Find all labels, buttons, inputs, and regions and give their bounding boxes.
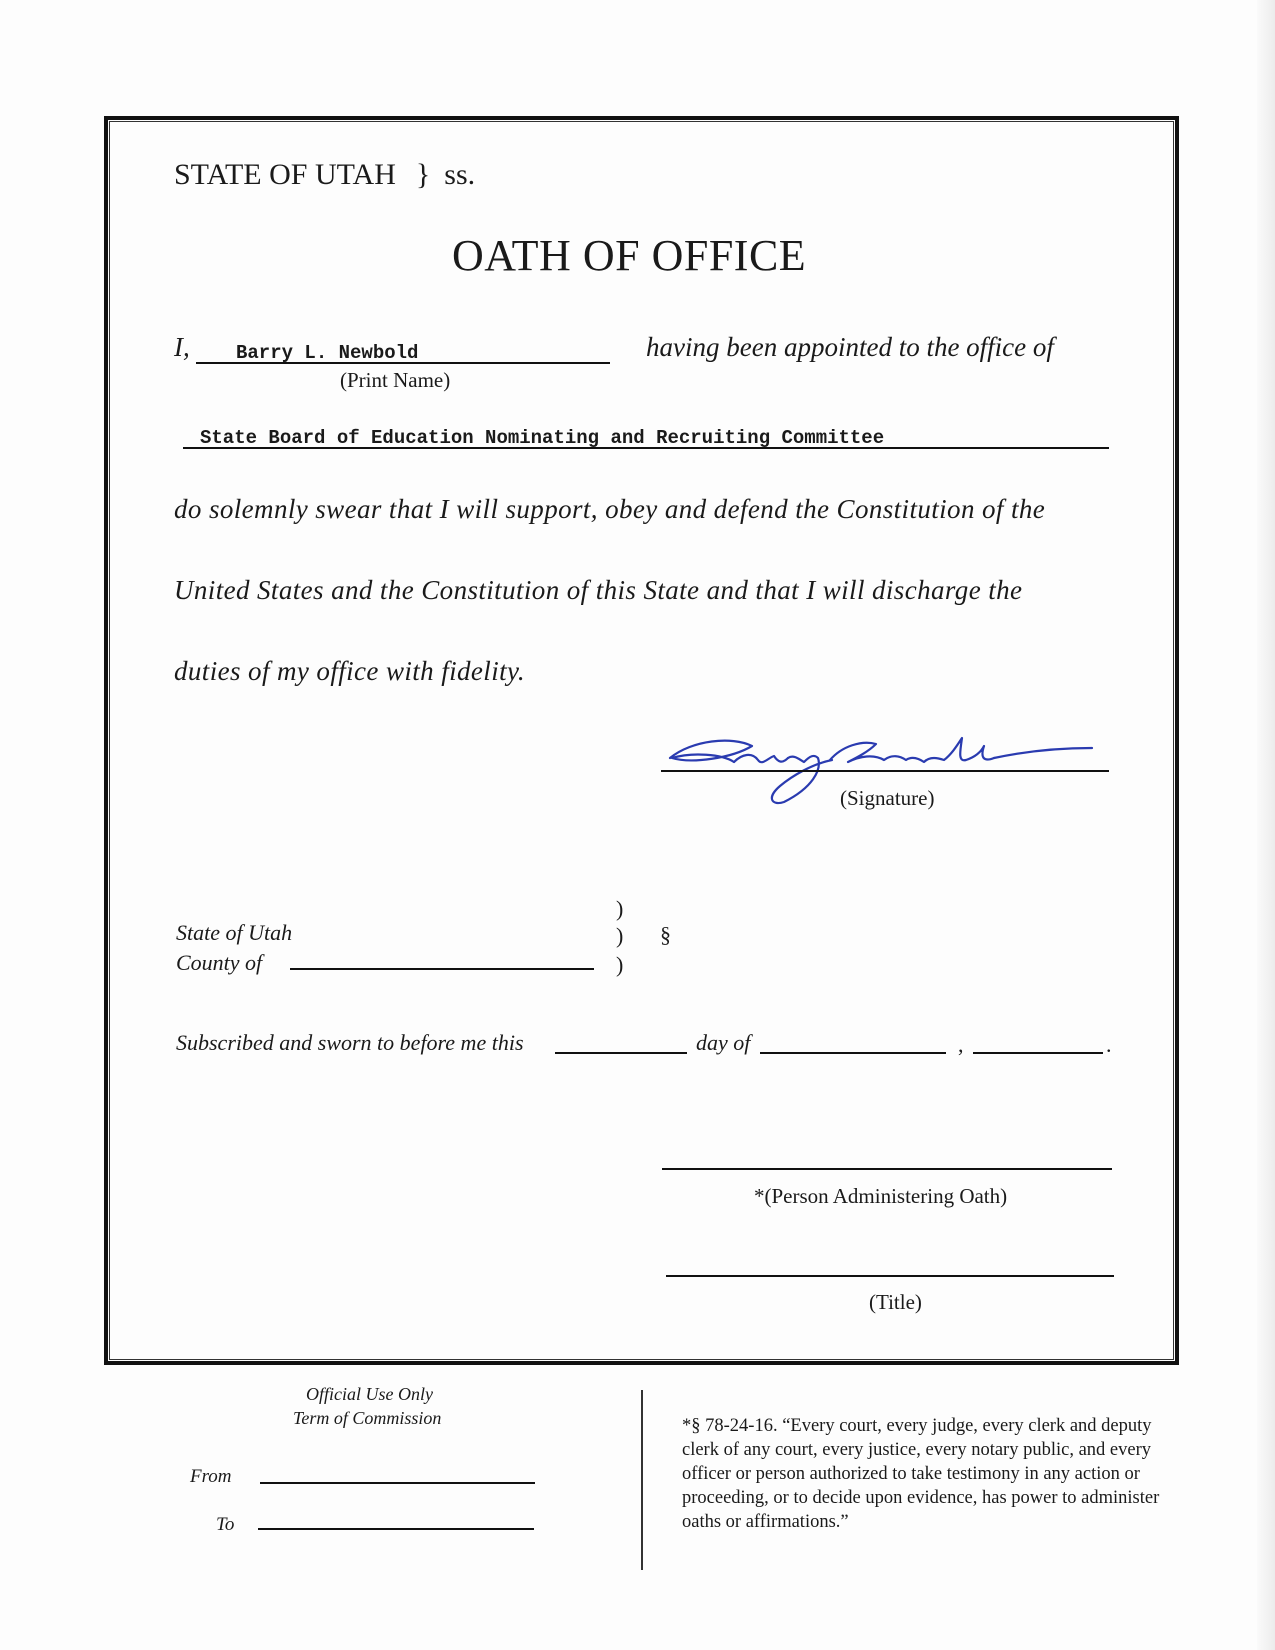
official-use-heading: Official Use Only	[306, 1384, 433, 1404]
state-heading: STATE OF UTAH	[174, 158, 396, 191]
venue-brace: }	[415, 158, 431, 191]
paren-1: )	[616, 896, 624, 921]
administering-label: *(Person Administering Oath)	[754, 1184, 1008, 1208]
date-period: .	[1106, 1032, 1112, 1057]
oath-text-line-3: duties of my office with fidelity.	[174, 656, 526, 686]
state-venue	[174, 158, 475, 192]
date-comma: ,	[958, 1032, 964, 1057]
oath-text-line-1: do solemnly swear that I will support, obey and defend the Constitution of the	[174, 494, 1046, 524]
to-field-line[interactable]	[258, 1528, 534, 1530]
term-of-commission-heading: Term of Commission	[293, 1408, 442, 1428]
signature-label: (Signature)	[840, 786, 935, 810]
document-title: OATH OF OFFICE	[452, 231, 807, 280]
from-field-line[interactable]	[260, 1482, 535, 1484]
paren-3: )	[616, 952, 624, 977]
to-label: To	[216, 1514, 235, 1535]
county-label: County of	[176, 950, 263, 975]
name-field-line	[196, 362, 610, 364]
page-edge-shadow	[1257, 0, 1275, 1650]
subscribed-text: Subscribed and sworn to before me this	[176, 1030, 524, 1055]
from-label: From	[190, 1466, 232, 1487]
jurat-state-label: State of Utah	[176, 920, 293, 945]
office-field-line	[183, 447, 1109, 449]
statute-footnote: *§ 78-24-16. “Every court, every judge, every clerk and deputy clerk of any court, every justice, every notary public, and every officer or person authorized to take testimony in any action or proceeding, or to decide upon evidence, has power to administer oaths or affirmations.”	[682, 1416, 1160, 1532]
ss-label: ss.	[444, 158, 476, 191]
year-field-line[interactable]	[973, 1052, 1103, 1054]
day-of-label: day of	[696, 1030, 751, 1055]
i-label: I,	[174, 332, 190, 362]
appointed-text: having been appointed to the office of	[646, 332, 1054, 362]
county-field-line[interactable]	[290, 968, 594, 970]
name-field-value[interactable]: Barry L. Newbold	[236, 342, 419, 364]
title-field-line[interactable]	[666, 1275, 1114, 1277]
office-field-value[interactable]: State Board of Education Nominating and Recruiting Committee	[200, 427, 885, 449]
section-symbol: §	[660, 922, 671, 947]
day-field-line[interactable]	[555, 1052, 687, 1054]
administering-signature-line[interactable]	[662, 1168, 1112, 1170]
signature-line	[661, 770, 1109, 772]
title-label: (Title)	[869, 1290, 922, 1314]
print-name-label: (Print Name)	[340, 368, 451, 392]
footer-divider	[641, 1390, 643, 1570]
paren-2: )	[616, 923, 624, 948]
oath-text-line-2: United States and the Constitution of this State and that I will discharge the	[174, 575, 1023, 605]
month-field-line[interactable]	[760, 1052, 946, 1054]
